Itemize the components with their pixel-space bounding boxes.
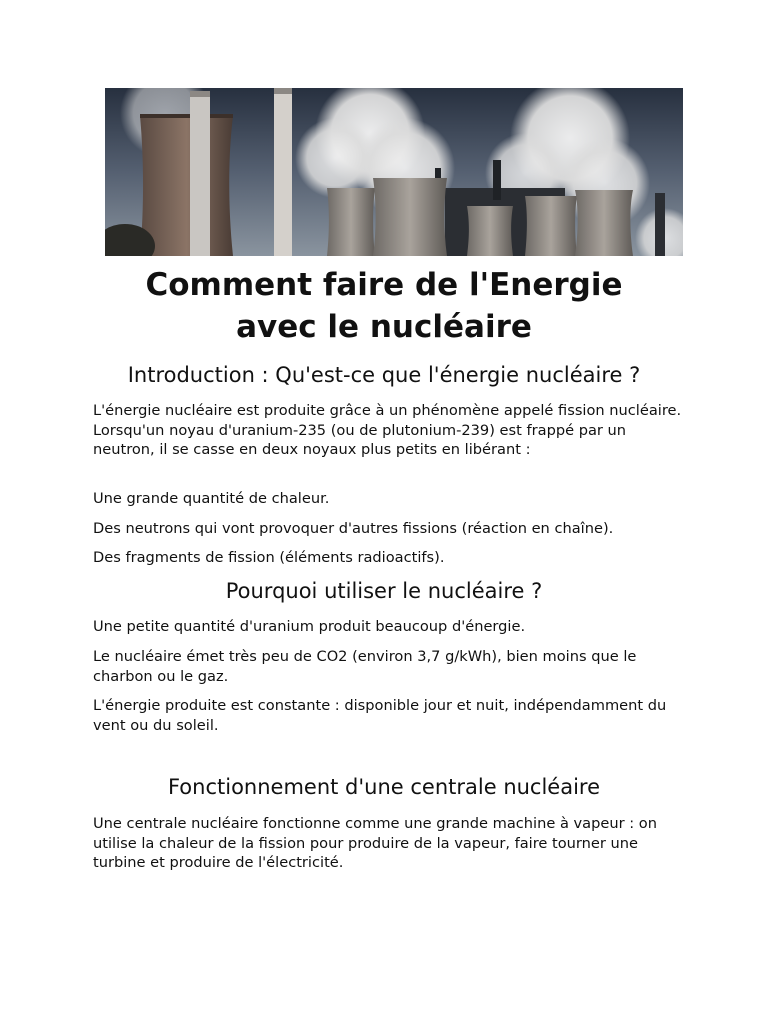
section-heading-how-it-works: Fonctionnement d'une centrale nucléaire	[167, 775, 601, 799]
paragraph-co2: Le nucléaire émet très peu de CO2 (environ 3,7 g/kWh), bien moins que le charbon ou le gaz.	[93, 648, 637, 685]
paragraph-heat: Une grande quantité de chaleur.	[93, 490, 330, 507]
paragraph-constant-energy: L'énergie produite est constante : disponible jour et nuit, indépendamment du vent ou du soleil.	[93, 697, 667, 734]
paragraph-fission-definition: L'énergie nucléaire est produite grâce à un phénomène appelé fission nucléaire. Lorsqu'un noyau d'uranium-235 (ou de plutonium-239) est frappé par un neutron, il se casse en deux noyaux plus petits en libérant :	[93, 402, 682, 458]
paragraph-neutrons: Des neutrons qui vont provoquer d'autres fissions (réaction en chaîne).	[93, 520, 614, 537]
paragraph-steam-machine: Une centrale nucléaire fonctionne comme une grande machine à vapeur : on utilise la chaleur de la fission pour produire de la vapeur, faire tourner une turbine et produire de l'électricité.	[93, 815, 657, 871]
page-title: Comment faire de l'Energie avec le nucléaire	[145, 267, 623, 345]
paragraph-uranium-energy: Une petite quantité d'uranium produit beaucoup d'énergie.	[93, 618, 526, 635]
paragraph-fragments: Des fragments de fission (éléments radioactifs).	[93, 549, 445, 566]
header-image-nuclear-plant	[105, 88, 683, 256]
section-heading-why-nuclear: Pourquoi utiliser le nucléaire ?	[225, 579, 543, 603]
section-heading-introduction: Introduction : Qu'est-ce que l'énergie nucléaire ?	[127, 363, 641, 387]
